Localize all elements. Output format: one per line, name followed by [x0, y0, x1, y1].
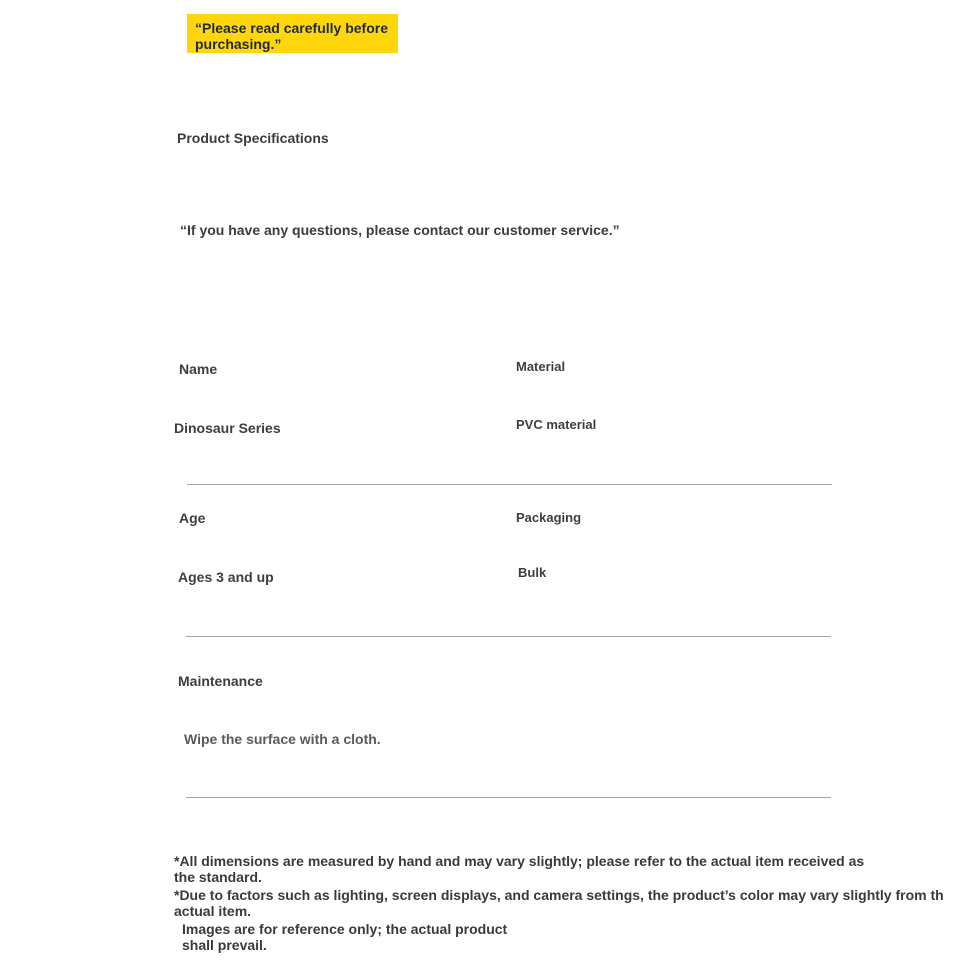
spec-label-age: Age: [179, 510, 206, 526]
section-title: Product Specifications: [177, 130, 329, 146]
notice-banner: “Please read carefully before purchasing.”: [187, 14, 398, 53]
spec-divider: [187, 484, 832, 485]
spec-value-packaging: Bulk: [518, 565, 547, 580]
spec-label-name: Name: [179, 361, 218, 377]
footnotes: [174, 853, 960, 955]
spec-label-maintenance: Maintenance: [178, 673, 263, 689]
footnote-color: *Due to factors such as lighting, screen displays, and camera settings, the product’s color may vary slightly from th actual item.: [174, 887, 944, 919]
spec-value-material: PVC material: [516, 417, 597, 432]
contact-notice: “If you have any questions, please contact our customer service.”: [180, 222, 620, 238]
spec-label-packaging: Packaging: [516, 510, 582, 525]
footnote-images: Images are for reference only; the actual product shall prevail.: [182, 921, 508, 953]
spec-divider: [186, 797, 831, 798]
spec-divider: [186, 636, 831, 637]
spec-value-maintenance: Wipe the surface with a cloth.: [184, 731, 381, 747]
footnote-dimensions: *All dimensions are measured by hand and may vary slightly; please refer to the actual item received as the standard.: [174, 853, 865, 885]
spec-value-age: Ages 3 and up: [178, 569, 274, 585]
spec-value-name: Dinosaur Series: [174, 420, 281, 436]
spec-label-material: Material: [516, 359, 566, 374]
